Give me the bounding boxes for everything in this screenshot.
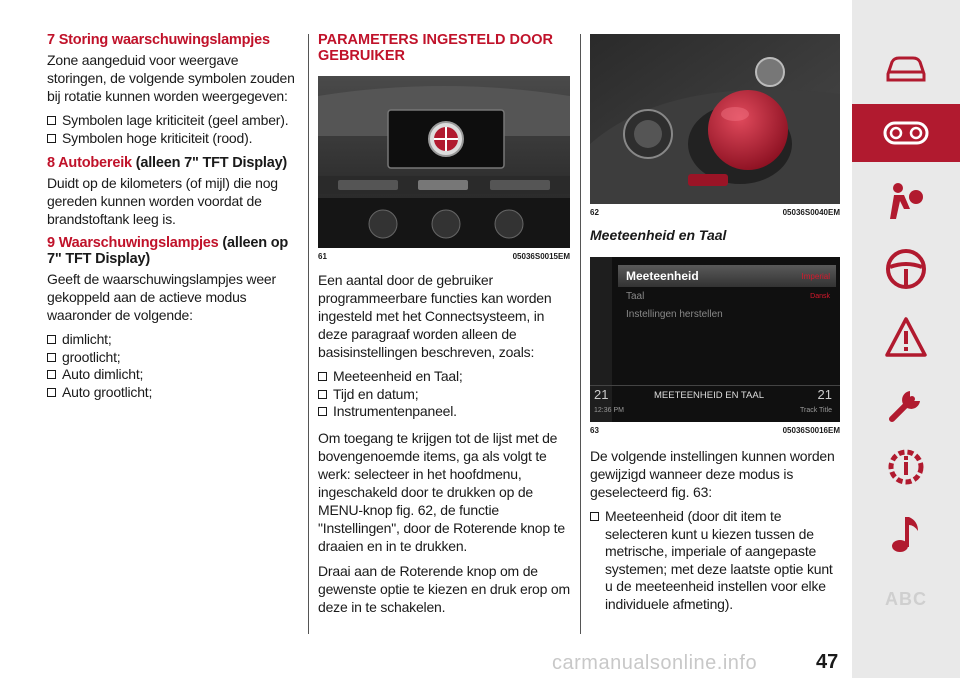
section-8-text: Duidt op de kilometers (of mijl) die nog gereden kunnen worden voordat de brandstoftank leeg is. [47, 175, 278, 227]
checkbox-bullet-icon [47, 116, 56, 125]
list-item: Symbolen lage kriticiteit (geel amber). [47, 112, 297, 130]
dashboard-illustration [318, 76, 570, 248]
checkbox-bullet-icon [47, 388, 56, 397]
checkbox-bullet-icon [47, 134, 56, 143]
checkbox-bullet-icon [590, 512, 599, 521]
list-item: Tijd en datum; [318, 386, 570, 404]
figure-63-settings-screen: Meeteenheid Imperial Taal Dansk Instellingen herstellen 21 MEETEENHEID EN TAAL 21 12:36 PM Track Title [590, 257, 840, 422]
subsection-title: Meeteenheid en Taal [590, 227, 727, 243]
checkbox-bullet-icon [318, 407, 327, 416]
checkbox-bullet-icon [318, 372, 327, 381]
list-item: dimlicht; [47, 331, 297, 349]
section-7-text: Zone aangeduid voor weergave storingen, de volgende symbolen zouden bij rotatie kunnen worden weergegeven: [47, 52, 295, 104]
settings-list [318, 368, 570, 421]
intro-text: De volgende instellingen kunnen worden gewijzigd wanneer deze modus is geselecteerd fig. 63: [590, 448, 835, 500]
watermark: carmanualsonline.info [552, 652, 758, 674]
steering-wheel-icon[interactable] [852, 240, 960, 298]
music-note-icon[interactable] [852, 504, 960, 562]
section-9-list [47, 331, 297, 401]
figure-61-caption: 61 05036S0015EM [318, 252, 570, 261]
figure-62-rotary-knob-photo [590, 34, 840, 204]
checkbox-bullet-icon [47, 353, 56, 362]
column-divider [580, 34, 581, 634]
section-9-title: 9 Waarschuwingslampjes (alleen op 7" TFT Display) [47, 235, 289, 267]
list-item: Meeteenheid (door dit item te selecteren kunt u kiezen tussen de metrische, imperiale of aangepaste systemen; met deze laatste optie kunt u de meeteenheid instellen voor elke individuele afmeting). [590, 508, 840, 613]
figure-62-caption: 62 05036S0040EM [590, 208, 840, 217]
list-item: Auto grootlicht; [47, 384, 297, 402]
dashboard-icon[interactable] [852, 104, 960, 162]
section-9-text: Geeft de waarschuwingslampjes weer gekoppeld aan de actieve modus waaronder de volgende: [47, 271, 276, 323]
menu-row: Instellingen herstellen [626, 309, 723, 320]
paragraph-access: Om toegang te krijgen tot de lijst met de bovengenoemde items, ga als volgt te werk: selecteer in het hoofdmenu, ingeschakeld door te drukken op de MENU-knop fig. 62, de functie "Instellingen", door de Roterende knop te draaien en in te drukken. [318, 429, 565, 554]
rotary-knob-illustration [590, 34, 840, 204]
figure-63-caption: 63 05036S0016EM [590, 426, 840, 435]
car-icon[interactable] [852, 40, 960, 98]
menu-row: Taal Dansk [626, 291, 830, 302]
column-left [47, 32, 297, 409]
section-8-title: 8 Autobereik (alleen 7" TFT Display) [47, 155, 288, 171]
intro-text: Een aantal door de gebruiker programmeerbare functies kan worden ingesteld met het Connectsysteem, in deze paragraaf worden alleen de basisinstellingen beschreven, zoals: [318, 272, 552, 360]
page-number: 47 [816, 651, 839, 673]
list-item: Auto dimlicht; [47, 366, 297, 384]
settings-list [590, 508, 840, 613]
paragraph-rotate: Draai aan de Roterende knop om de gewenste optie te kiezen en druk erop om deze in te schakelen. [318, 562, 570, 615]
airbag-icon[interactable] [852, 172, 960, 230]
section-7-title: 7 Storing waarschuwingslampjes [47, 32, 270, 48]
section-title: PARAMETERS INGESTELD DOOR GEBRUIKER [318, 32, 553, 64]
figure-61-dashboard-photo [318, 76, 570, 248]
gear-info-icon[interactable] [852, 438, 960, 496]
section-7-list [47, 112, 297, 147]
column-right [590, 34, 840, 621]
list-item: Meeteenheid en Taal; [318, 368, 570, 386]
wrench-icon[interactable] [852, 374, 960, 432]
screen-divider [590, 385, 840, 386]
warning-triangle-icon[interactable] [852, 308, 960, 366]
checkbox-bullet-icon [318, 390, 327, 399]
list-item: Symbolen hoge kriticiteit (rood). [47, 130, 297, 148]
abc-index-icon[interactable]: ABC [885, 588, 927, 609]
checkbox-bullet-icon [47, 335, 56, 344]
column-middle [318, 32, 570, 623]
menu-row-selected: Meeteenheid Imperial [618, 265, 836, 287]
list-item: grootlicht; [47, 349, 297, 367]
chapter-sidebar [852, 0, 960, 678]
checkbox-bullet-icon [47, 370, 56, 379]
list-item: Instrumentenpaneel. [318, 403, 570, 421]
column-divider [308, 34, 309, 634]
